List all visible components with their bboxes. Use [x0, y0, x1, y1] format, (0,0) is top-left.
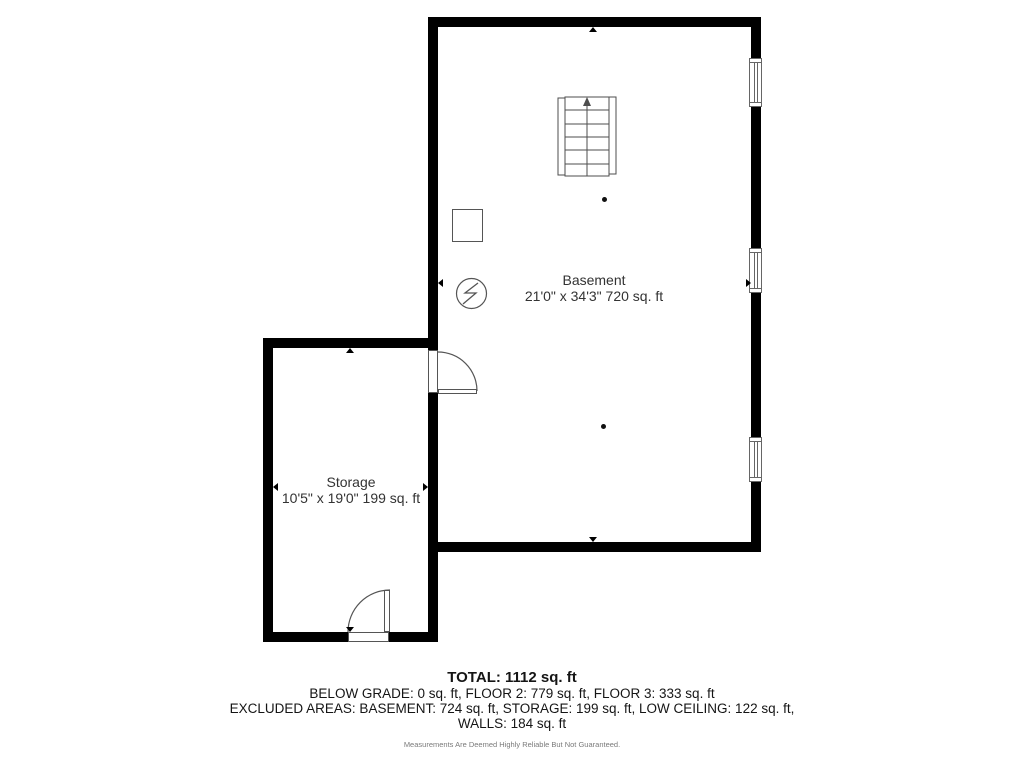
electrical-panel-icon — [455, 277, 489, 311]
walls-area-text: WALLS: 184 sq. ft — [457, 716, 567, 731]
window-icon — [749, 58, 762, 107]
area-summary — [0, 669, 1024, 749]
support-post-dot — [602, 197, 607, 202]
excluded-areas-text: EXCLUDED AREAS: BASEMENT: 724 sq. ft, STORAGE: 199 sq. ft, LOW CEILING: 122 sq. ft, — [229, 701, 795, 716]
basement-bottom-wall — [428, 542, 761, 552]
total-area-text: TOTAL: 1112 sq. ft — [447, 669, 577, 686]
disclaimer-text: Measurements Are Deemed Highly Reliable But Not Guaranteed. — [403, 740, 621, 749]
dimension-arrow-up — [589, 27, 597, 32]
dimension-arrow-left — [273, 483, 278, 491]
basement-storage-shared-wall — [428, 17, 438, 642]
window-cap — [750, 102, 761, 103]
door-opening — [348, 632, 389, 642]
dimension-arrow-up — [346, 348, 354, 353]
floor-areas-text: BELOW GRADE: 0 sq. ft, FLOOR 2: 779 sq. ft, FLOOR 3: 333 sq. ft — [309, 686, 715, 701]
dimension-arrow-down — [346, 627, 354, 632]
room-dimensions: 21'0" x 34'3" 720 sq. ft — [524, 287, 664, 304]
window-icon — [749, 437, 762, 482]
window-pane — [754, 442, 758, 477]
window-pane — [754, 63, 758, 102]
dimension-arrow-right — [746, 279, 751, 287]
basement-label — [525, 273, 663, 304]
dimension-arrow-left — [438, 279, 443, 287]
storage-left-wall — [263, 338, 273, 642]
storage-top-wall — [263, 338, 438, 348]
dimension-arrow-down — [589, 537, 597, 542]
room-dimensions: 10'5" x 19'0" 199 sq. ft — [281, 489, 421, 506]
room-name: Storage — [326, 474, 376, 490]
room-name: Basement — [562, 272, 626, 288]
door-swing-arc — [438, 352, 477, 391]
support-post-dot — [601, 424, 606, 429]
window-cap — [750, 477, 761, 478]
utility-box-icon — [452, 209, 483, 242]
basement-top-wall — [428, 17, 761, 27]
staircase-up-icon — [556, 95, 620, 181]
window-pane — [754, 253, 758, 288]
door-opening — [428, 350, 438, 393]
door-leaf — [438, 389, 477, 394]
window-cap — [750, 288, 761, 289]
door-leaf — [384, 590, 390, 632]
dimension-arrow-right — [423, 483, 428, 491]
storage-label — [282, 475, 420, 506]
